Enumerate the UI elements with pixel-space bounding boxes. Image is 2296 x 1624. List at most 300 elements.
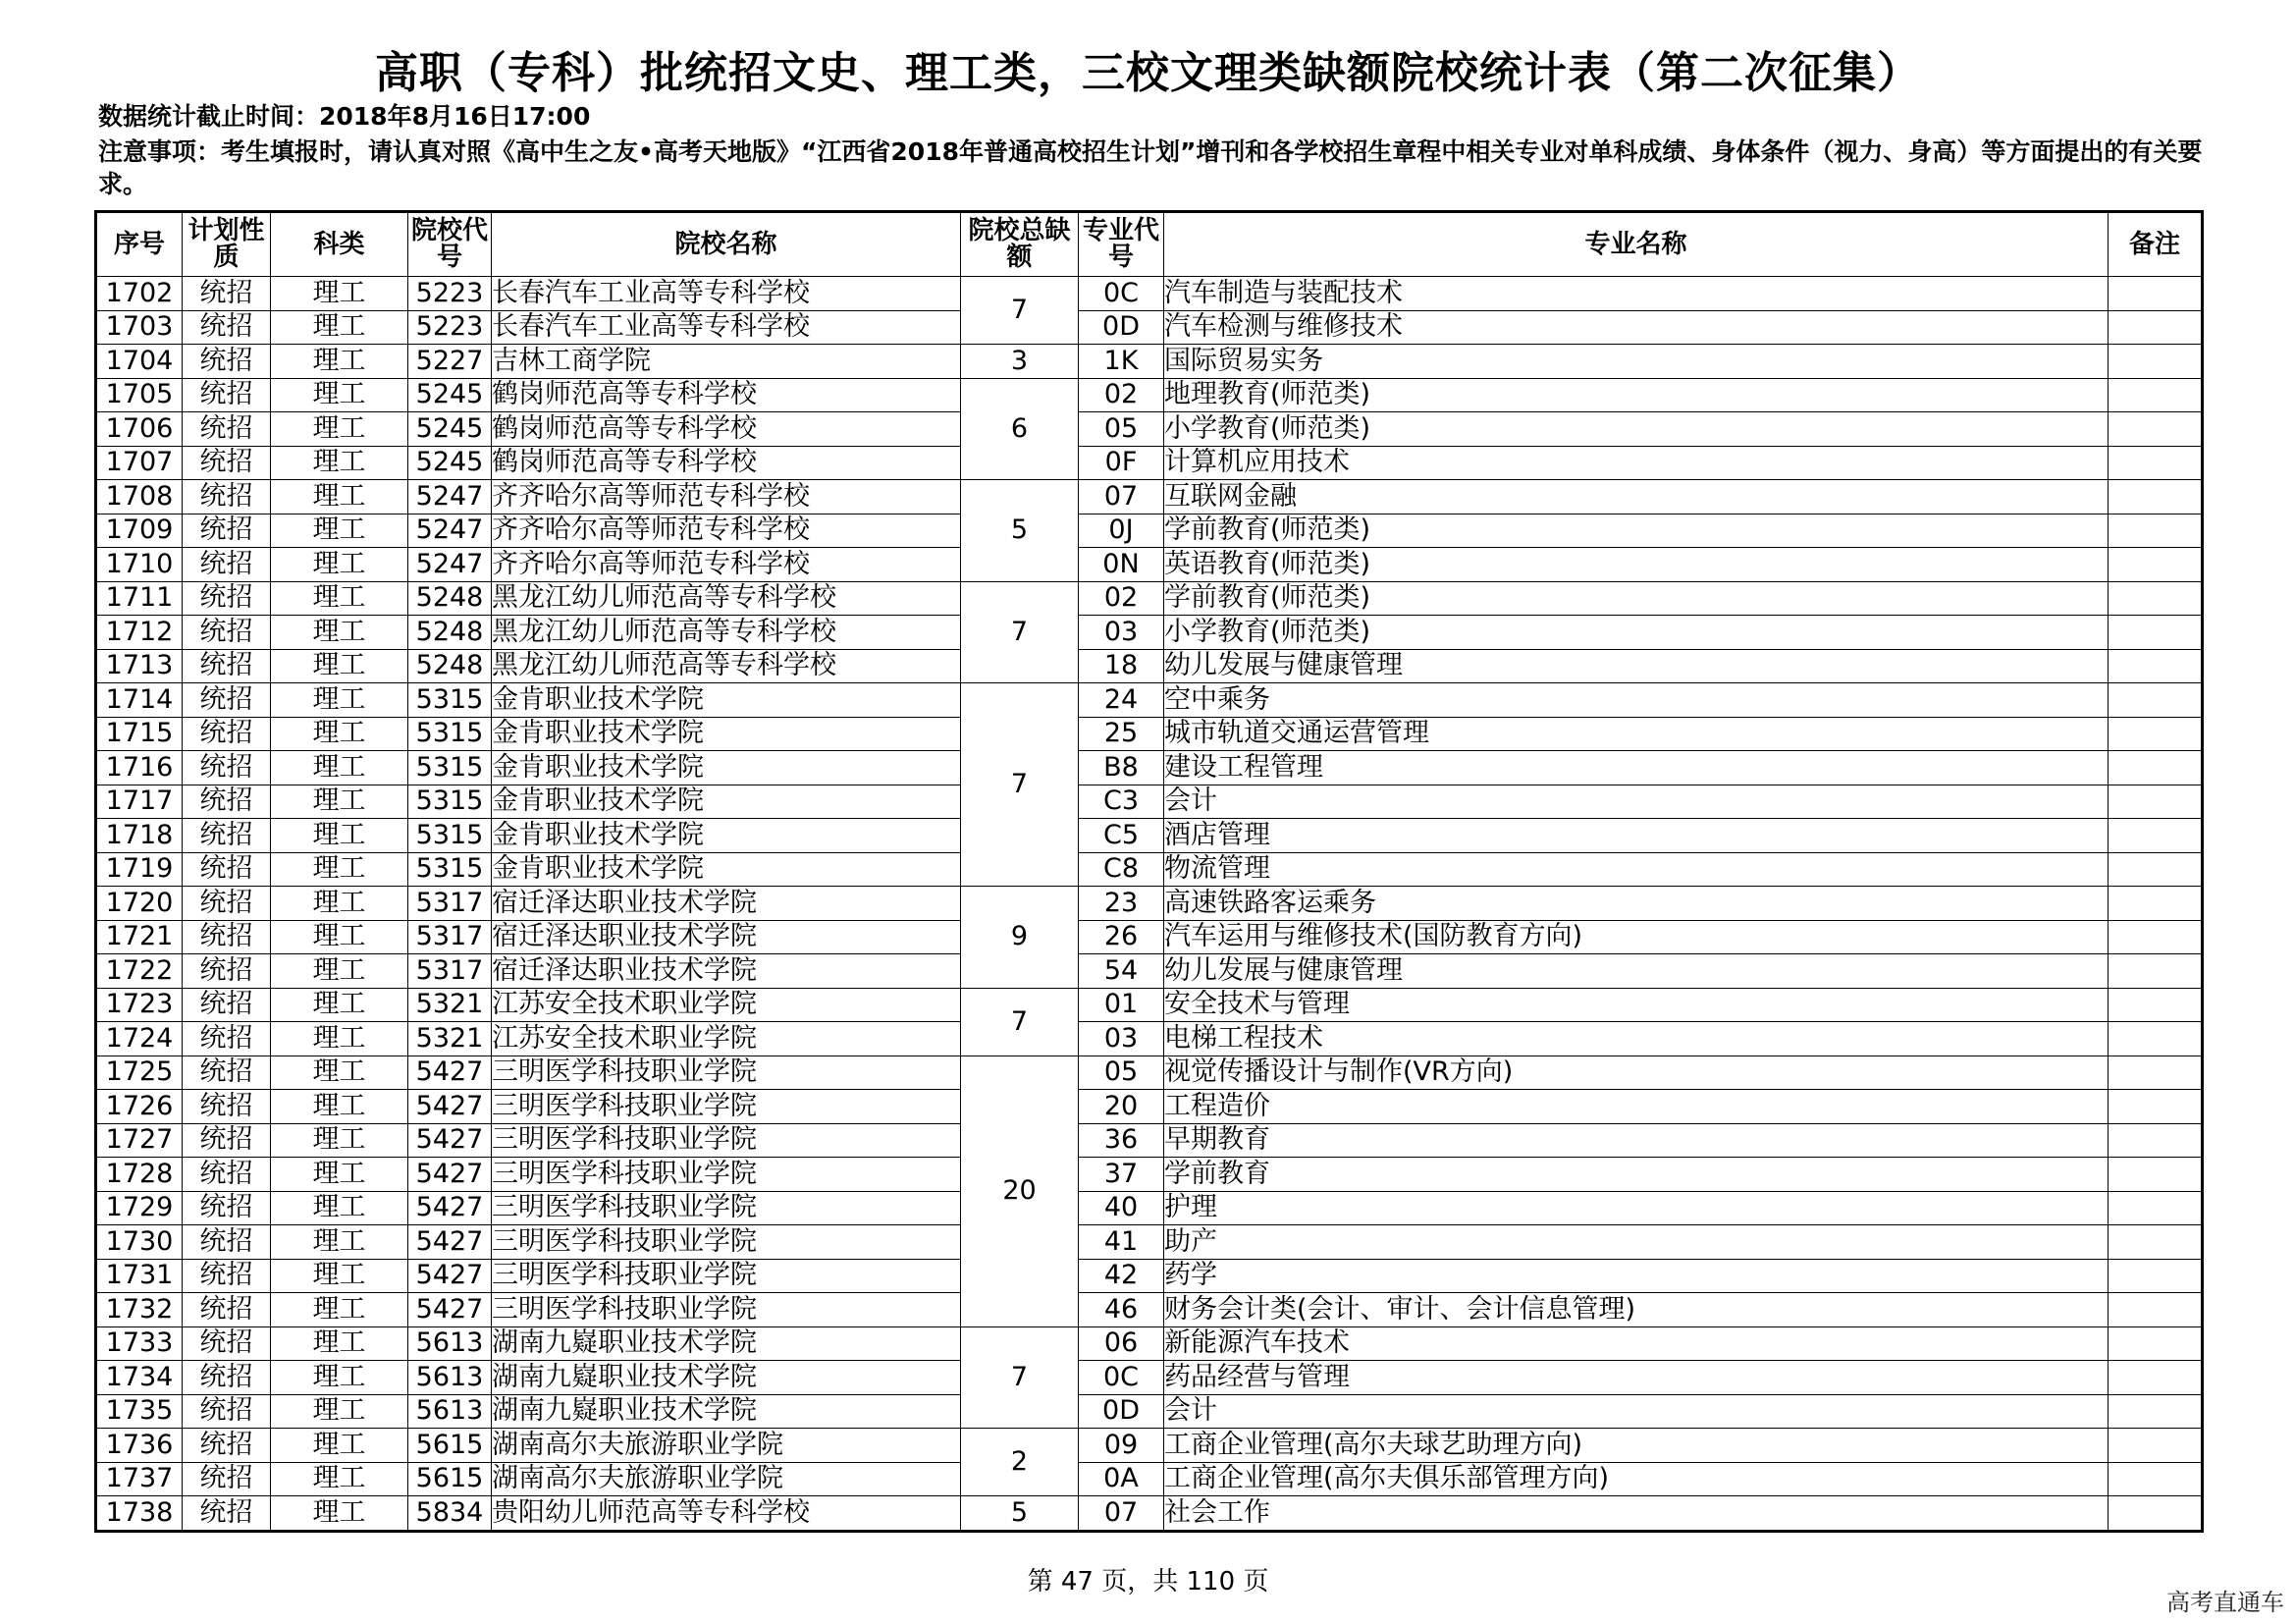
table-row	[96, 616, 2203, 650]
school-code-cell: 5315	[408, 852, 492, 887]
table-row	[96, 1191, 2203, 1225]
table-row	[96, 1293, 2203, 1327]
vacancy-cell: 9	[961, 887, 1079, 989]
major-code-cell: 37	[1079, 1158, 1164, 1192]
major-code-cell: 03	[1079, 1022, 1164, 1056]
school-code-cell: 5248	[408, 616, 492, 650]
cutoff-time: 数据统计截止时间：2018年8月16日17:00	[98, 102, 591, 131]
table-row	[96, 1429, 2203, 1463]
seq-cell: 1732	[96, 1293, 183, 1327]
major-code-cell: 01	[1079, 988, 1164, 1022]
remark-cell	[2109, 616, 2203, 650]
school-name-cell: 金肯职业技术学院	[492, 717, 961, 751]
remark-cell	[2109, 852, 2203, 887]
major-code-cell: 02	[1079, 581, 1164, 616]
table-row	[96, 1090, 2203, 1124]
school-name-cell: 三明医学科技职业学院	[492, 1056, 961, 1090]
school-name-cell: 湖南九嶷职业技术学院	[492, 1326, 961, 1361]
school-name-cell: 湖南高尔夫旅游职业学院	[492, 1462, 961, 1496]
major-name-cell: 会计	[1164, 1394, 2109, 1429]
table-row	[96, 988, 2203, 1022]
category-cell: 理工	[271, 1056, 408, 1090]
table-header-row	[96, 212, 2203, 277]
vacancy-cell: 7	[961, 988, 1079, 1056]
school-code-cell: 5247	[408, 514, 492, 548]
school-code-cell: 5427	[408, 1090, 492, 1124]
category-cell: 理工	[271, 446, 408, 480]
major-name-cell: 英语教育(师范类)	[1164, 548, 2109, 582]
category-cell: 理工	[271, 717, 408, 751]
school-name-cell: 湖南九嶷职业技术学院	[492, 1361, 961, 1395]
school-code-cell: 5427	[408, 1056, 492, 1090]
school-name-cell: 金肯职业技术学院	[492, 819, 961, 853]
plan-cell: 统招	[183, 1293, 271, 1327]
table-body	[96, 277, 2203, 1532]
table-row	[96, 717, 2203, 751]
plan-cell: 统招	[183, 988, 271, 1022]
major-code-cell: 0C	[1079, 1361, 1164, 1395]
major-code-cell: 1K	[1079, 345, 1164, 379]
school-code-cell: 5427	[408, 1158, 492, 1192]
school-code-cell: 5615	[408, 1462, 492, 1496]
major-code-cell: 05	[1079, 1056, 1164, 1090]
remark-cell	[2109, 412, 2203, 447]
major-code-cell: C3	[1079, 785, 1164, 819]
table-row	[96, 480, 2203, 514]
category-cell: 理工	[271, 852, 408, 887]
category-cell: 理工	[271, 1462, 408, 1496]
category-cell: 理工	[271, 649, 408, 683]
major-code-cell: 02	[1079, 378, 1164, 412]
seq-cell: 1707	[96, 446, 183, 480]
school-code-cell: 5613	[408, 1326, 492, 1361]
table-row	[96, 581, 2203, 616]
category-cell: 理工	[271, 345, 408, 379]
major-code-cell: 18	[1079, 649, 1164, 683]
school-name-cell: 贵阳幼儿师范高等专科学校	[492, 1496, 961, 1532]
category-cell: 理工	[271, 1293, 408, 1327]
table-row	[96, 887, 2203, 921]
plan-cell: 统招	[183, 751, 271, 785]
major-code-cell: C5	[1079, 819, 1164, 853]
table-row	[96, 1022, 2203, 1056]
remark-cell	[2109, 378, 2203, 412]
major-name-cell: 汽车运用与维修技术(国防教育方向)	[1164, 920, 2109, 954]
category-cell: 理工	[271, 1022, 408, 1056]
seq-cell: 1712	[96, 616, 183, 650]
school-code-cell: 5317	[408, 954, 492, 989]
major-code-cell: 46	[1079, 1293, 1164, 1327]
seq-cell: 1719	[96, 852, 183, 887]
major-name-cell: 小学教育(师范类)	[1164, 412, 2109, 447]
school-name-cell: 齐齐哈尔高等师范专科学校	[492, 480, 961, 514]
remark-cell	[2109, 1361, 2203, 1395]
plan-cell: 统招	[183, 1429, 271, 1463]
remark-cell	[2109, 514, 2203, 548]
school-code-cell: 5245	[408, 446, 492, 480]
header-plan: 计划性质	[183, 212, 271, 277]
seq-cell: 1714	[96, 683, 183, 718]
major-name-cell: 视觉传播设计与制作(VR方向)	[1164, 1056, 2109, 1090]
school-code-cell: 5317	[408, 920, 492, 954]
table-row	[96, 1123, 2203, 1158]
table-row	[96, 446, 2203, 480]
school-name-cell: 齐齐哈尔高等师范专科学校	[492, 548, 961, 582]
seq-cell: 1718	[96, 819, 183, 853]
category-cell: 理工	[271, 1191, 408, 1225]
table-row	[96, 1361, 2203, 1395]
plan-cell: 统招	[183, 683, 271, 718]
major-name-cell: 城市轨道交通运营管理	[1164, 717, 2109, 751]
major-name-cell: 幼儿发展与健康管理	[1164, 649, 2109, 683]
major-code-cell: 23	[1079, 887, 1164, 921]
remark-cell	[2109, 717, 2203, 751]
seq-cell: 1738	[96, 1496, 183, 1532]
page-number: 第 47 页，共 110 页	[1027, 1567, 1269, 1597]
seq-cell: 1728	[96, 1158, 183, 1192]
major-name-cell: 早期教育	[1164, 1123, 2109, 1158]
header-major-name: 专业名称	[1164, 212, 2109, 277]
school-name-cell: 鹤岗师范高等专科学校	[492, 446, 961, 480]
major-name-cell: 地理教育(师范类)	[1164, 378, 2109, 412]
school-name-cell: 金肯职业技术学院	[492, 683, 961, 718]
school-name-cell: 宿迁泽达职业技术学院	[492, 954, 961, 989]
major-code-cell: 26	[1079, 920, 1164, 954]
remark-cell	[2109, 480, 2203, 514]
plan-cell: 统招	[183, 785, 271, 819]
remark-cell	[2109, 785, 2203, 819]
remark-cell	[2109, 1022, 2203, 1056]
plan-cell: 统招	[183, 310, 271, 345]
category-cell: 理工	[271, 1158, 408, 1192]
school-name-cell: 长春汽车工业高等专科学校	[492, 277, 961, 311]
seq-cell: 1736	[96, 1429, 183, 1463]
table-row	[96, 1394, 2203, 1429]
school-name-cell: 鹤岗师范高等专科学校	[492, 412, 961, 447]
header-seq: 序号	[96, 212, 183, 277]
page-title: 高职（专科）批统招文史、理工类，三校文理类缺额院校统计表（第二次征集）	[375, 48, 1921, 98]
seq-cell: 1730	[96, 1225, 183, 1260]
plan-cell: 统招	[183, 514, 271, 548]
school-code-cell: 5427	[408, 1123, 492, 1158]
seq-cell: 1733	[96, 1326, 183, 1361]
seq-cell: 1724	[96, 1022, 183, 1056]
plan-cell: 统招	[183, 412, 271, 447]
major-name-cell: 建设工程管理	[1164, 751, 2109, 785]
major-code-cell: C8	[1079, 852, 1164, 887]
plan-cell: 统招	[183, 649, 271, 683]
category-cell: 理工	[271, 1090, 408, 1124]
major-code-cell: 07	[1079, 1496, 1164, 1532]
school-code-cell: 5315	[408, 717, 492, 751]
school-code-cell: 5248	[408, 649, 492, 683]
major-code-cell: B8	[1079, 751, 1164, 785]
plan-cell: 统招	[183, 887, 271, 921]
remark-cell	[2109, 1429, 2203, 1463]
major-code-cell: 07	[1079, 480, 1164, 514]
table-row	[96, 345, 2203, 379]
plan-cell: 统招	[183, 345, 271, 379]
school-code-cell: 5427	[408, 1191, 492, 1225]
school-code-cell: 5223	[408, 310, 492, 345]
remark-cell	[2109, 277, 2203, 311]
school-name-cell: 长春汽车工业高等专科学校	[492, 310, 961, 345]
major-code-cell: 36	[1079, 1123, 1164, 1158]
remark-cell	[2109, 1056, 2203, 1090]
plan-cell: 统招	[183, 1158, 271, 1192]
plan-cell: 统招	[183, 277, 271, 311]
category-cell: 理工	[271, 378, 408, 412]
vacancy-cell: 7	[961, 277, 1079, 345]
seq-cell: 1721	[96, 920, 183, 954]
major-code-cell: 40	[1079, 1191, 1164, 1225]
seq-cell: 1706	[96, 412, 183, 447]
category-cell: 理工	[271, 683, 408, 718]
school-name-cell: 三明医学科技职业学院	[492, 1293, 961, 1327]
table-row	[96, 378, 2203, 412]
major-name-cell: 电梯工程技术	[1164, 1022, 2109, 1056]
school-name-cell: 三明医学科技职业学院	[492, 1225, 961, 1260]
remark-cell	[2109, 1158, 2203, 1192]
seq-cell: 1715	[96, 717, 183, 751]
remark-cell	[2109, 1394, 2203, 1429]
major-name-cell: 小学教育(师范类)	[1164, 616, 2109, 650]
major-code-cell: 24	[1079, 683, 1164, 718]
table-row	[96, 1326, 2203, 1361]
category-cell: 理工	[271, 1429, 408, 1463]
school-name-cell: 湖南高尔夫旅游职业学院	[492, 1429, 961, 1463]
plan-cell: 统招	[183, 581, 271, 616]
plan-cell: 统招	[183, 480, 271, 514]
table-row	[96, 819, 2203, 853]
school-code-cell: 5227	[408, 345, 492, 379]
school-name-cell: 鹤岗师范高等专科学校	[492, 378, 961, 412]
major-name-cell: 物流管理	[1164, 852, 2109, 887]
plan-cell: 统招	[183, 1022, 271, 1056]
vacancy-cell: 5	[961, 480, 1079, 582]
school-name-cell: 金肯职业技术学院	[492, 751, 961, 785]
seq-cell: 1710	[96, 548, 183, 582]
major-name-cell: 财务会计类(会计、审计、会计信息管理)	[1164, 1293, 2109, 1327]
major-name-cell: 酒店管理	[1164, 819, 2109, 853]
plan-cell: 统招	[183, 819, 271, 853]
school-code-cell: 5248	[408, 581, 492, 616]
category-cell: 理工	[271, 616, 408, 650]
table-row	[96, 277, 2203, 311]
table-row	[96, 1056, 2203, 1090]
seq-cell: 1720	[96, 887, 183, 921]
category-cell: 理工	[271, 1123, 408, 1158]
major-name-cell: 学前教育(师范类)	[1164, 514, 2109, 548]
seq-cell: 1704	[96, 345, 183, 379]
school-code-cell: 5245	[408, 412, 492, 447]
remark-cell	[2109, 751, 2203, 785]
major-name-cell: 互联网金融	[1164, 480, 2109, 514]
plan-cell: 统招	[183, 1090, 271, 1124]
category-cell: 理工	[271, 412, 408, 447]
category-cell: 理工	[271, 988, 408, 1022]
seq-cell: 1723	[96, 988, 183, 1022]
remark-cell	[2109, 581, 2203, 616]
remark-cell	[2109, 887, 2203, 921]
plan-cell: 统招	[183, 1225, 271, 1260]
major-code-cell: 0C	[1079, 277, 1164, 311]
school-name-cell: 吉林工商学院	[492, 345, 961, 379]
major-code-cell: 0F	[1079, 446, 1164, 480]
vacancy-cell: 6	[961, 378, 1079, 480]
school-name-cell: 江苏安全技术职业学院	[492, 988, 961, 1022]
plan-cell: 统招	[183, 1326, 271, 1361]
school-code-cell: 5315	[408, 819, 492, 853]
school-name-cell: 三明医学科技职业学院	[492, 1123, 961, 1158]
remark-cell	[2109, 1496, 2203, 1532]
remark-cell	[2109, 819, 2203, 853]
category-cell: 理工	[271, 751, 408, 785]
header-remark: 备注	[2109, 212, 2203, 277]
remark-cell	[2109, 1123, 2203, 1158]
school-name-cell: 三明医学科技职业学院	[492, 1090, 961, 1124]
remark-cell	[2109, 683, 2203, 718]
remark-cell	[2109, 988, 2203, 1022]
category-cell: 理工	[271, 581, 408, 616]
school-name-cell: 金肯职业技术学院	[492, 852, 961, 887]
plan-cell: 统招	[183, 1191, 271, 1225]
school-code-cell: 5615	[408, 1429, 492, 1463]
school-name-cell: 黑龙江幼儿师范高等专科学校	[492, 616, 961, 650]
plan-cell: 统招	[183, 1056, 271, 1090]
table-row	[96, 852, 2203, 887]
category-cell: 理工	[271, 310, 408, 345]
remark-cell	[2109, 1293, 2203, 1327]
major-code-cell: 0N	[1079, 548, 1164, 582]
seq-cell: 1711	[96, 581, 183, 616]
table-row	[96, 751, 2203, 785]
major-name-cell: 汽车制造与装配技术	[1164, 277, 2109, 311]
major-name-cell: 工商企业管理(高尔夫俱乐部管理方向)	[1164, 1462, 2109, 1496]
plan-cell: 统招	[183, 616, 271, 650]
major-code-cell: 25	[1079, 717, 1164, 751]
major-code-cell: 05	[1079, 412, 1164, 447]
seq-cell: 1725	[96, 1056, 183, 1090]
major-code-cell: 03	[1079, 616, 1164, 650]
plan-cell: 统招	[183, 1496, 271, 1532]
plan-cell: 统招	[183, 446, 271, 480]
major-name-cell: 计算机应用技术	[1164, 446, 2109, 480]
major-name-cell: 助产	[1164, 1225, 2109, 1260]
major-name-cell: 学前教育(师范类)	[1164, 581, 2109, 616]
plan-cell: 统招	[183, 1361, 271, 1395]
seq-cell: 1708	[96, 480, 183, 514]
header-school-name: 院校名称	[492, 212, 961, 277]
seq-cell: 1735	[96, 1394, 183, 1429]
school-name-cell: 湖南九嶷职业技术学院	[492, 1394, 961, 1429]
vacancy-cell: 5	[961, 1496, 1079, 1532]
vacancy-cell: 3	[961, 345, 1079, 379]
school-name-cell: 金肯职业技术学院	[492, 785, 961, 819]
seq-cell: 1705	[96, 378, 183, 412]
table-row	[96, 683, 2203, 718]
table-row	[96, 1462, 2203, 1496]
header-vacancy: 院校总缺额	[961, 212, 1079, 277]
table-row	[96, 514, 2203, 548]
school-code-cell: 5613	[408, 1394, 492, 1429]
vacancy-cell: 7	[961, 683, 1079, 887]
school-name-cell: 江苏安全技术职业学院	[492, 1022, 961, 1056]
major-name-cell: 汽车检测与维修技术	[1164, 310, 2109, 345]
remark-cell	[2109, 548, 2203, 582]
school-code-cell: 5427	[408, 1225, 492, 1260]
table-row	[96, 785, 2203, 819]
remark-cell	[2109, 1090, 2203, 1124]
school-name-cell: 三明医学科技职业学院	[492, 1158, 961, 1192]
major-name-cell: 幼儿发展与健康管理	[1164, 954, 2109, 989]
school-name-cell: 三明医学科技职业学院	[492, 1191, 961, 1225]
category-cell: 理工	[271, 514, 408, 548]
remark-cell	[2109, 1259, 2203, 1293]
major-name-cell: 工程造价	[1164, 1090, 2109, 1124]
major-code-cell: 0A	[1079, 1462, 1164, 1496]
vacancy-cell: 2	[961, 1429, 1079, 1496]
table-row	[96, 920, 2203, 954]
school-name-cell: 齐齐哈尔高等师范专科学校	[492, 514, 961, 548]
header-school-code: 院校代号	[408, 212, 492, 277]
major-code-cell: 20	[1079, 1090, 1164, 1124]
major-name-cell: 高速铁路客运乘务	[1164, 887, 2109, 921]
remark-cell	[2109, 1326, 2203, 1361]
seq-cell: 1722	[96, 954, 183, 989]
school-name-cell: 黑龙江幼儿师范高等专科学校	[492, 581, 961, 616]
table-row	[96, 649, 2203, 683]
table-row	[96, 310, 2203, 345]
seq-cell: 1709	[96, 514, 183, 548]
remark-cell	[2109, 446, 2203, 480]
school-name-cell: 三明医学科技职业学院	[492, 1259, 961, 1293]
category-cell: 理工	[271, 887, 408, 921]
major-name-cell: 新能源汽车技术	[1164, 1326, 2109, 1361]
school-code-cell: 5245	[408, 378, 492, 412]
major-name-cell: 药品经营与管理	[1164, 1361, 2109, 1395]
plan-cell: 统招	[183, 1394, 271, 1429]
category-cell: 理工	[271, 1361, 408, 1395]
school-code-cell: 5315	[408, 751, 492, 785]
major-code-cell: 0J	[1079, 514, 1164, 548]
seq-cell: 1737	[96, 1462, 183, 1496]
school-code-cell: 5247	[408, 480, 492, 514]
category-cell: 理工	[271, 1394, 408, 1429]
school-code-cell: 5427	[408, 1293, 492, 1327]
plan-cell: 统招	[183, 717, 271, 751]
plan-cell: 统招	[183, 852, 271, 887]
school-code-cell: 5321	[408, 988, 492, 1022]
table-row	[96, 954, 2203, 989]
table-row	[96, 1225, 2203, 1260]
school-name-cell: 宿迁泽达职业技术学院	[492, 920, 961, 954]
major-name-cell: 工商企业管理(高尔夫球艺助理方向)	[1164, 1429, 2109, 1463]
seq-cell: 1731	[96, 1259, 183, 1293]
school-code-cell: 5223	[408, 277, 492, 311]
major-code-cell: 06	[1079, 1326, 1164, 1361]
category-cell: 理工	[271, 1326, 408, 1361]
category-cell: 理工	[271, 548, 408, 582]
major-name-cell: 国际贸易实务	[1164, 345, 2109, 379]
school-name-cell: 宿迁泽达职业技术学院	[492, 887, 961, 921]
remark-cell	[2109, 920, 2203, 954]
plan-cell: 统招	[183, 548, 271, 582]
major-name-cell: 药学	[1164, 1259, 2109, 1293]
major-name-cell: 安全技术与管理	[1164, 988, 2109, 1022]
category-cell: 理工	[271, 1259, 408, 1293]
seq-cell: 1713	[96, 649, 183, 683]
